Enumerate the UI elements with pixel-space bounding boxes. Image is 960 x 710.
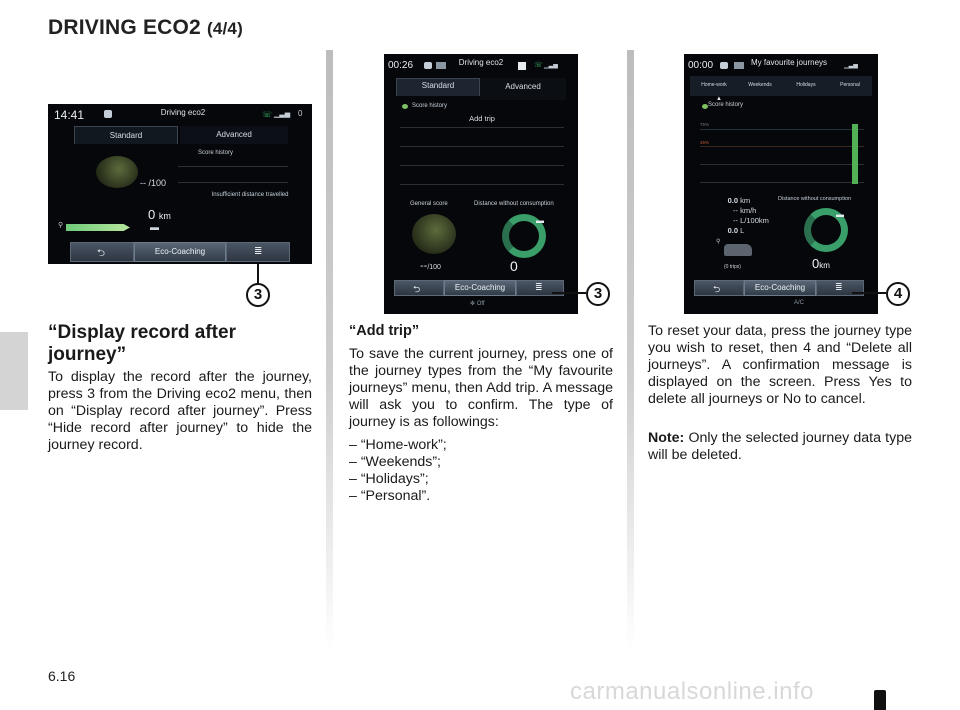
col1-body: To display the record after the journey, press 3 from the Driving eco2 menu, then on “Display record after journey”. Press “Hide record after journey” to hide the journey record. xyxy=(48,369,312,453)
grid-line xyxy=(700,164,864,165)
signal-icon: ▁▃▅ xyxy=(844,63,858,69)
callout-leader xyxy=(257,264,259,283)
grid-line xyxy=(400,165,564,166)
corner-mark xyxy=(874,690,886,710)
score-history-label: Score history xyxy=(412,103,448,109)
eco-leaf-icon xyxy=(96,156,138,188)
callout-4: 4 xyxy=(886,282,910,306)
location-pin-icon: ⚲ xyxy=(716,239,721,245)
col1-heading: “Display record after journey” xyxy=(48,322,236,365)
list-item: – “Personal”. xyxy=(349,488,431,504)
distance-zero-value: 0 xyxy=(812,256,820,271)
back-icon: ⮌ xyxy=(413,284,421,294)
grid-line xyxy=(178,166,288,167)
media-icon xyxy=(436,62,446,69)
callout-leader xyxy=(552,292,586,294)
stat-distance: 0.0 km xyxy=(727,196,751,205)
grid-line xyxy=(400,127,564,128)
score-suffix: /100 xyxy=(427,264,441,271)
tab-personal[interactable]: Personal xyxy=(840,82,860,88)
note-label: Note: xyxy=(648,430,685,446)
col3-note xyxy=(648,430,912,464)
screen-my-favourite-journeys xyxy=(684,54,878,314)
screen-title: My favourite journeys xyxy=(750,58,828,67)
col2-body: To save the current journey, press one of the journey types from the “My favourite journeys” menu, then Add trip. A message will ask you to confirm. The type of journey is as followings: xyxy=(349,346,613,430)
phone-icon: ☏ xyxy=(534,62,543,69)
car-icon xyxy=(720,62,728,69)
clock: 14:41 xyxy=(54,108,85,122)
stat-consumption: -- L/100km xyxy=(733,216,769,225)
callout-3: 3 xyxy=(246,283,270,307)
tab-home-work[interactable]: Home-work xyxy=(701,82,727,88)
back-button[interactable] xyxy=(694,280,744,296)
ac-label: A/C xyxy=(794,300,805,306)
list-item: – “Home-work”; xyxy=(349,437,447,453)
tab-weekends[interactable]: Weekends xyxy=(748,82,772,88)
chart-label-75: 75% xyxy=(700,122,710,127)
grid-line xyxy=(700,146,864,147)
score-leaf-icon xyxy=(402,104,408,109)
page-title xyxy=(48,16,243,40)
menu-icon: ≣ xyxy=(835,282,843,292)
menu-button[interactable] xyxy=(226,242,290,262)
score-history-label: Score history xyxy=(708,102,744,108)
distance-value xyxy=(148,207,171,222)
car-icon xyxy=(424,62,432,69)
media-icon xyxy=(734,62,744,69)
insufficient-distance-text: Insufficient distance travelled xyxy=(211,192,289,198)
car-icon-small: ▬ xyxy=(150,222,159,232)
clock: 00:00 xyxy=(688,60,714,71)
eco-coaching-button[interactable]: Eco-Coaching xyxy=(744,280,816,296)
add-trip-button[interactable]: Add trip xyxy=(469,114,495,123)
back-button[interactable] xyxy=(70,242,134,262)
eco-leaf-icon xyxy=(412,214,456,254)
grid-line xyxy=(400,184,564,185)
distance-without-consumption-label: Distance without consumption xyxy=(474,201,554,207)
tab-advanced[interactable]: Advanced xyxy=(480,78,566,100)
notification-icon xyxy=(518,62,526,70)
distance-zero-unit: km xyxy=(819,261,830,270)
back-icon: ⮌ xyxy=(713,284,721,294)
col3-body: To reset your data, press the journey type you wish to reset, then 4 and “Delete all journeys”. A confirmation message is displayed on the screen. Press Yes to delete all journeys or No to cancel. xyxy=(648,323,912,407)
back-button[interactable] xyxy=(394,280,444,296)
page-title-subtitle: (4/4) xyxy=(206,19,243,38)
grid-line xyxy=(400,146,564,147)
car-icon-small: ▬ xyxy=(536,216,544,225)
score-value xyxy=(420,260,441,272)
callout-3: 3 xyxy=(586,282,610,306)
screen-title: Driving eco2 xyxy=(458,58,504,67)
stat-speed: -- km/h xyxy=(733,206,757,215)
screen-driving-eco2-record xyxy=(48,104,312,264)
page-title-main: DRIVING ECO2 xyxy=(48,16,201,39)
grid-line xyxy=(700,129,864,130)
signal-icon: ▁▃▅ xyxy=(544,63,558,69)
column-divider-right xyxy=(627,50,634,650)
distance-number: 0 xyxy=(148,207,156,222)
journey-type-tabs xyxy=(690,76,872,96)
chapter-side-tab xyxy=(0,332,28,410)
tab-holidays[interactable]: Holidays xyxy=(796,82,816,88)
chart-label-45: 45% xyxy=(700,140,710,145)
menu-icon: ≣ xyxy=(535,282,543,292)
score-value: -- /100 xyxy=(140,178,167,188)
grid-line xyxy=(700,182,864,183)
menu-icon: ≣ xyxy=(254,246,263,257)
trips-count: (0 trips) xyxy=(724,264,741,270)
grid-line xyxy=(178,182,288,183)
off-text: Off xyxy=(476,301,485,307)
col2-heading: “Add trip” xyxy=(349,323,420,339)
stat-fuel: 0.0 L xyxy=(727,226,745,235)
list-item: – “Weekends”; xyxy=(349,454,441,470)
distance-without-consumption-label: Distance without consumption xyxy=(778,196,852,202)
notification-count: 0 xyxy=(298,109,303,118)
note-body: Only the selected journey data type will be deleted. xyxy=(648,430,912,463)
tab-standard[interactable]: Standard xyxy=(396,78,480,96)
tab-advanced[interactable]: Advanced xyxy=(180,126,288,144)
score-history-bar xyxy=(852,124,858,184)
distance-progress-bar xyxy=(66,224,130,231)
distance-zero: 0 xyxy=(510,258,518,274)
car-illustration xyxy=(724,244,752,256)
watermark: carmanualsonline.info xyxy=(570,678,814,705)
eco-coaching-button[interactable]: Eco-Coaching xyxy=(444,280,516,296)
list-item: – “Holidays”; xyxy=(349,471,429,487)
clock: 00:26 xyxy=(388,60,414,71)
screen-title: Driving eco2 xyxy=(160,108,206,117)
back-icon: ⮌ xyxy=(97,248,106,259)
column-divider-left xyxy=(326,50,333,650)
distance-unit: km xyxy=(158,211,171,221)
fan-off-label: ✻ Off xyxy=(470,301,485,307)
phone-icon: ☏ xyxy=(262,110,273,119)
callout-leader xyxy=(852,292,886,294)
distance-zero xyxy=(812,256,830,271)
eco-coaching-button[interactable]: Eco-Coaching xyxy=(134,242,226,262)
journey-stats xyxy=(722,196,776,236)
car-icon-small: ▬ xyxy=(836,210,844,219)
tab-standard[interactable]: Standard xyxy=(74,126,178,144)
page-number: 6.16 xyxy=(48,668,76,684)
selected-tab-marker: ▲ xyxy=(716,96,722,102)
score-dashes: -- xyxy=(420,260,428,272)
score-history-label: Score history xyxy=(198,150,234,156)
signal-icon: ▁▃▅ xyxy=(274,111,291,118)
screen-driving-eco2-add-trip xyxy=(384,54,578,314)
general-score-label: General score xyxy=(410,201,448,207)
journey-type-list xyxy=(349,437,447,505)
car-icon xyxy=(104,110,112,118)
location-pin-icon: ⚲ xyxy=(58,222,64,229)
